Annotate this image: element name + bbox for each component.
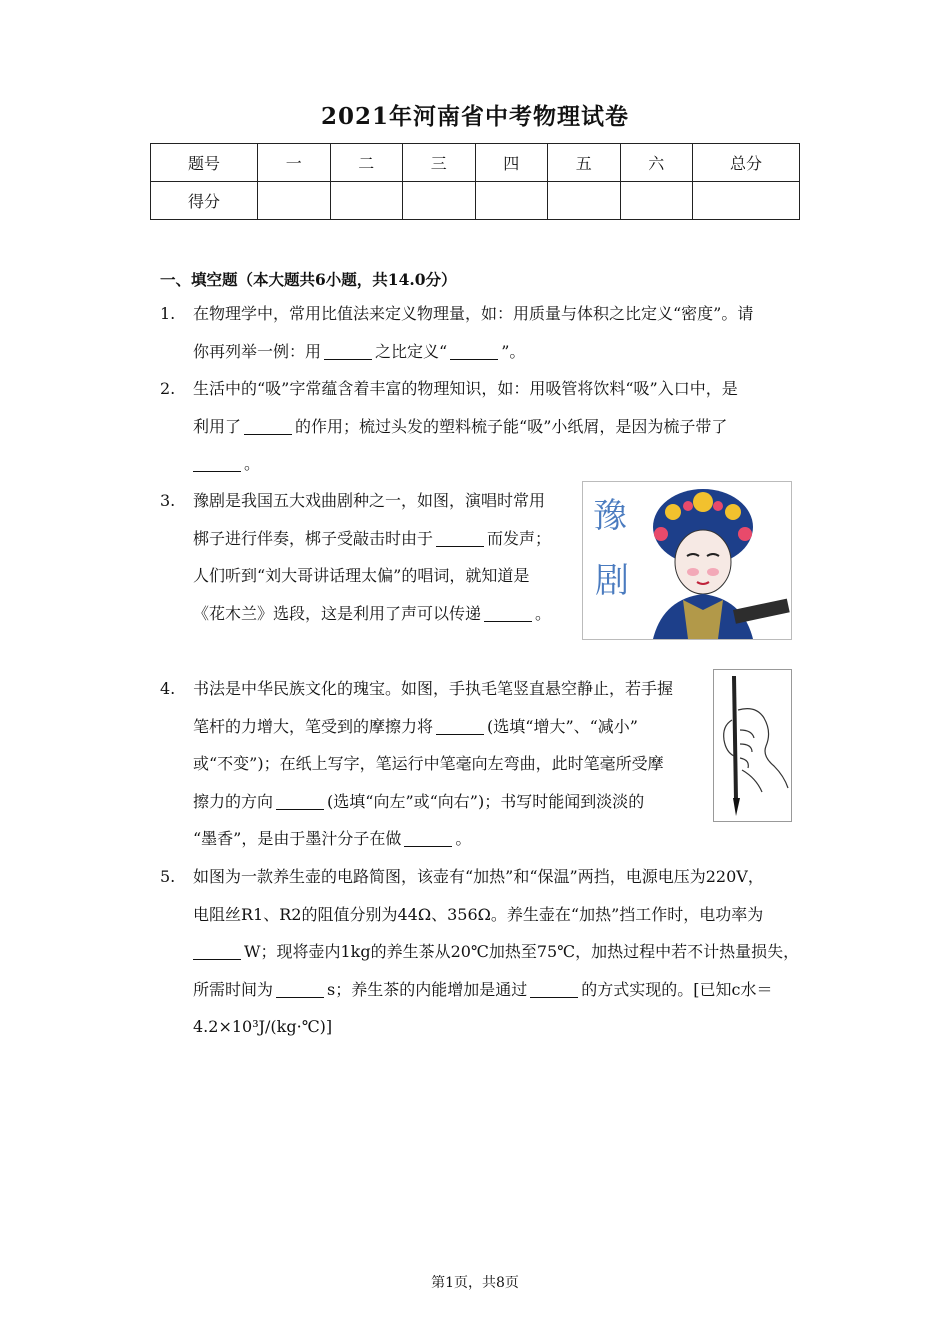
table-cell: 五 <box>548 144 621 182</box>
text-segment: 擦力的方向 <box>193 791 274 811</box>
score-input-cell[interactable] <box>330 182 403 220</box>
question-text: 如图为一款养生壶的电路简图，该壶有“加热”和“保温”两挡，电源电压为220V， <box>193 867 764 886</box>
score-input-cell[interactable] <box>693 182 800 220</box>
score-input-cell[interactable] <box>475 182 548 220</box>
text-segment: 。 <box>535 603 552 623</box>
question-number: 4. <box>160 679 176 698</box>
question-text: 生活中的“吸”字常蕴含着丰富的物理知识，如：用吸管将饮料“吸”入口中，是 <box>193 379 738 398</box>
table-cell: 一 <box>258 144 331 182</box>
question-text: 书法是中华民族文化的瑰宝。如图，手执毛笔竖直悬空静止，若手握 <box>193 679 674 698</box>
svg-text:豫: 豫 <box>593 496 627 536</box>
question-text-line <box>193 820 673 858</box>
text-segment: 的作用；梳过头发的塑料梳子能“吸”小纸屑，是因为梳子带了 <box>295 416 728 436</box>
section-heading: 一、填空题（本大题共6小题，共14.0分） <box>160 270 457 289</box>
text-segment: 之比定义“ <box>375 341 448 361</box>
question-text-line <box>193 520 551 558</box>
question-number: 2. <box>160 379 176 398</box>
text-segment: ”。 <box>501 341 526 361</box>
yuju-opera-figure <box>582 481 792 640</box>
answer-blank[interactable] <box>484 605 532 622</box>
question-text: 人们听到“刘大哥讲话理太偏”的唱词，就知道是 <box>193 566 530 585</box>
text-segment: 。 <box>455 829 472 848</box>
page-footer: 第1页，共8页 <box>431 1275 519 1291</box>
question-1 <box>160 295 810 375</box>
question-text-line <box>193 445 738 483</box>
answer-blank[interactable] <box>244 418 292 435</box>
text-segment: W；现将壶内1kg的养生茶从20℃加热至75℃，加热过程中若不计热量损失， <box>244 942 800 961</box>
question-3 <box>160 482 580 637</box>
svg-text:剧: 剧 <box>595 561 629 601</box>
table-cell: 四 <box>475 144 548 182</box>
answer-blank[interactable] <box>530 981 578 998</box>
answer-blank[interactable] <box>193 455 241 472</box>
answer-blank[interactable] <box>276 793 324 810</box>
brush-figure <box>713 669 792 822</box>
question-text-line <box>193 971 799 1009</box>
question-5 <box>160 858 810 1058</box>
question-text-line <box>193 708 673 746</box>
opera-figure-illustration <box>583 482 791 639</box>
question-text-line <box>193 408 738 446</box>
answer-blank[interactable] <box>436 718 484 735</box>
question-number: 3. <box>160 491 176 510</box>
text-segment: (选填“向左”或“向右”)；书写时能闻到淡淡的 <box>327 791 645 811</box>
question-4 <box>160 670 720 860</box>
question-text: 电阻丝R1、R2的阻值分别为44Ω、356Ω。养生壶在“加热”挡工作时，电功率为 <box>193 904 764 924</box>
text-segment: 笔杆的力增大，笔受到的摩擦力将 <box>193 716 434 736</box>
question-text: 4.2×10³J/(kg·℃)] <box>193 1017 333 1036</box>
question-number: 1. <box>160 304 176 323</box>
score-table <box>150 143 800 220</box>
question-text: 在物理学中，常用比值法来定义物理量，如：用质量与体积之比定义“密度”。请 <box>193 304 754 323</box>
answer-blank[interactable] <box>436 530 484 547</box>
table-cell: 总分 <box>693 144 800 182</box>
answer-blank[interactable] <box>193 943 241 960</box>
text-segment: 《花木兰》选段，这是利用了声可以传递 <box>193 603 482 623</box>
text-segment: (选填“增大”、“减小” <box>487 716 638 736</box>
page-title: 2021年河南省中考物理试卷 <box>320 103 629 130</box>
answer-blank[interactable] <box>276 981 324 998</box>
text-segment: 你再列举一例：用 <box>193 341 322 361</box>
score-input-cell[interactable] <box>258 182 331 220</box>
text-segment: 梆子进行伴奏，梆子受敲击时由于 <box>193 528 434 548</box>
score-input-cell[interactable] <box>403 182 476 220</box>
table-cell: 六 <box>620 144 693 182</box>
question-text: 或“不变”)；在纸上写字，笔运行中笔毫向左弯曲，此时笔毫所受摩 <box>193 754 664 773</box>
text-segment: 而发声； <box>487 528 552 548</box>
text-segment: 。 <box>244 454 261 473</box>
text-segment: s；养生茶的内能增加是通过 <box>327 979 528 999</box>
answer-blank[interactable] <box>450 343 498 360</box>
answer-blank[interactable] <box>324 343 372 360</box>
question-2 <box>160 370 810 485</box>
question-text-line <box>193 595 551 633</box>
text-segment: 所需时间为 <box>193 979 274 999</box>
question-text-line <box>193 333 753 371</box>
text-segment: “墨香”，是由于墨汁分子在做 <box>193 829 402 848</box>
table-cell: 得分 <box>151 182 258 220</box>
question-text: 豫剧是我国五大戏曲剧种之一，如图，演唱时常用 <box>193 491 546 510</box>
table-cell: 三 <box>403 144 476 182</box>
score-input-cell[interactable] <box>548 182 621 220</box>
score-input-cell[interactable] <box>620 182 693 220</box>
answer-blank[interactable] <box>404 830 452 847</box>
text-segment: 的方式实现的。[已知c水＝ <box>581 979 773 999</box>
text-segment: 利用了 <box>193 416 242 436</box>
score-table-score-row <box>151 182 800 220</box>
table-cell: 二 <box>330 144 403 182</box>
question-text-line <box>193 783 673 821</box>
score-table-header-row <box>151 144 800 182</box>
question-number: 5. <box>160 867 176 886</box>
table-cell: 题号 <box>151 144 258 182</box>
brush-hand-illustration <box>714 670 791 821</box>
question-text-line <box>193 933 799 971</box>
